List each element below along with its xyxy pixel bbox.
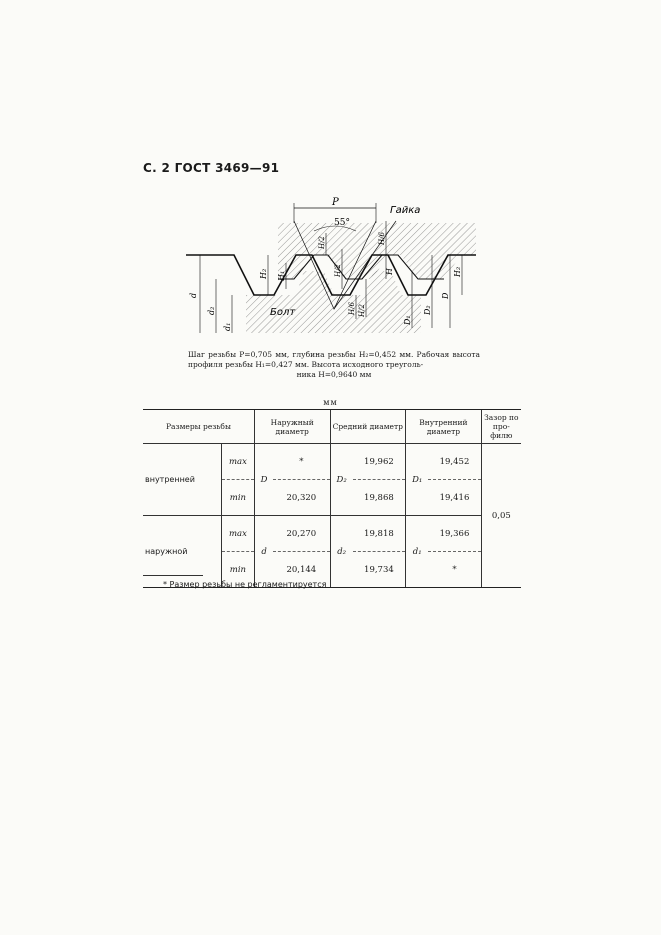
D1-label: D₁ bbox=[403, 315, 412, 325]
symbol-cell: d bbox=[254, 516, 273, 588]
value-cell: 19,962 bbox=[353, 444, 406, 480]
value-cell: 20,270 bbox=[273, 516, 330, 552]
symbol-cell: d₁ bbox=[406, 516, 429, 588]
page-header: С. 2 ГОСТ 3469—91 bbox=[143, 161, 280, 175]
d1-label: d₁ bbox=[223, 322, 232, 331]
value-cell: 19,452 bbox=[428, 444, 481, 480]
thread-dimensions-table bbox=[143, 409, 521, 588]
limit-cell: min bbox=[221, 552, 254, 588]
value-cell: 19,734 bbox=[353, 552, 406, 588]
symbol-cell: D₁ bbox=[406, 444, 429, 516]
angle-label: 55° bbox=[334, 218, 350, 228]
h6-bottom-label: H/6 bbox=[348, 302, 356, 315]
caption-line-2: высота профиля резьбы H₁=0,427 мм. Высота исходного треуголь- bbox=[188, 350, 481, 369]
limit-cell: min bbox=[221, 480, 254, 516]
value-cell: 19,366 bbox=[428, 516, 481, 552]
footnote-divider bbox=[143, 575, 203, 576]
header-outer: Наружный диаметр bbox=[254, 410, 330, 444]
h2-top-label: H/2 bbox=[318, 236, 326, 249]
footnote: * Размер резьбы не регламентируется bbox=[163, 580, 327, 589]
value-cell: * bbox=[273, 444, 330, 480]
header-middle: Средний диаметр bbox=[330, 410, 406, 444]
group-name: внутренней bbox=[143, 444, 221, 516]
symbol-cell: D bbox=[254, 444, 273, 516]
thread-profile-drawing bbox=[186, 193, 476, 343]
bolt-label: Болт bbox=[270, 307, 296, 318]
value-cell: 19,416 bbox=[428, 480, 481, 516]
d-label: d bbox=[189, 292, 198, 298]
h-label: H bbox=[385, 268, 394, 275]
table-row bbox=[143, 516, 521, 552]
D2-label: D₂ bbox=[423, 305, 432, 315]
header-sizes: Размеры резьбы bbox=[143, 410, 254, 444]
gap-value: 0,05 bbox=[481, 444, 521, 588]
value-cell: 19,868 bbox=[353, 480, 406, 516]
header-inner: Внутренний диаметр bbox=[406, 410, 482, 444]
header-gap: Зазор по про-филю bbox=[481, 410, 521, 444]
value-cell: 20,144 bbox=[273, 552, 330, 588]
caption-line-1: Шаг резьбы P=0,705 мм, глубина резьбы H₂=0,452 мм. Рабочая bbox=[188, 350, 450, 359]
symbol-cell: d₂ bbox=[330, 516, 353, 588]
h2-mid-label: H/2 bbox=[334, 264, 342, 277]
h2-left-label: H₂ bbox=[259, 268, 268, 279]
symbol-cell: D₂ bbox=[330, 444, 353, 516]
d2-label: d₂ bbox=[207, 306, 216, 315]
h6-top-label: H/6 bbox=[378, 232, 386, 245]
h1-label: H₁ bbox=[277, 270, 286, 281]
table-row bbox=[143, 444, 521, 480]
units-label: мм bbox=[323, 398, 338, 407]
h2-bottom-label: H/2 bbox=[358, 304, 366, 317]
table-header-row bbox=[143, 410, 521, 444]
drawing-caption bbox=[188, 350, 480, 380]
group-name: наружной bbox=[143, 516, 221, 588]
value-cell: 20,320 bbox=[273, 480, 330, 516]
pitch-label: P bbox=[332, 197, 339, 208]
caption-line-3: ника H=0,9640 мм bbox=[296, 370, 372, 379]
value-cell: * bbox=[428, 552, 481, 588]
value-cell: 19,818 bbox=[353, 516, 406, 552]
limit-cell: max bbox=[221, 516, 254, 552]
nut-label: Гайка bbox=[390, 205, 421, 216]
h2-right-label: H₂ bbox=[453, 266, 462, 277]
D-label: D bbox=[441, 292, 450, 299]
limit-cell: max bbox=[221, 444, 254, 480]
